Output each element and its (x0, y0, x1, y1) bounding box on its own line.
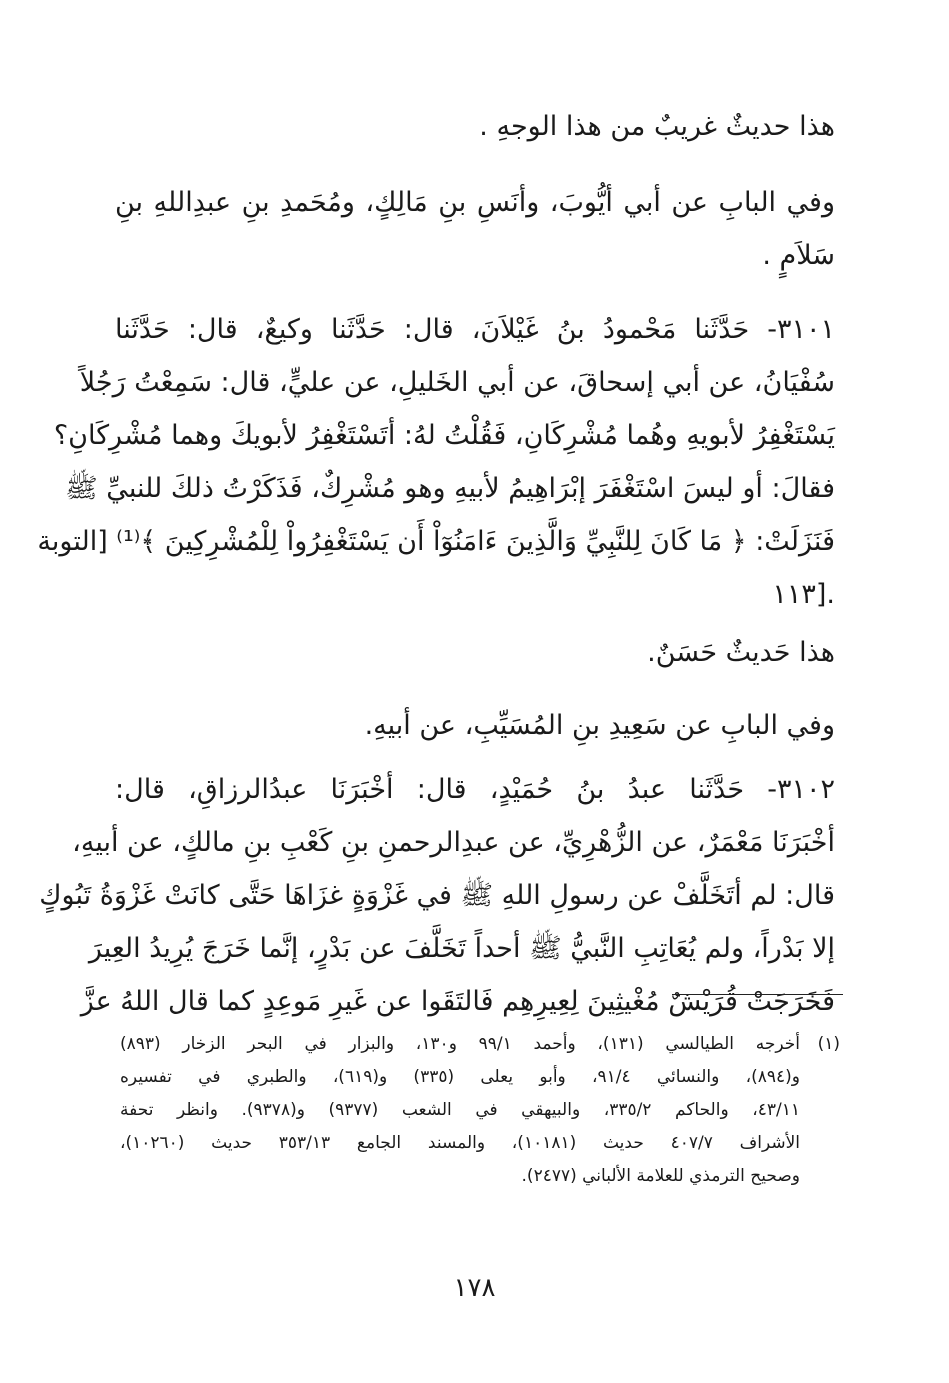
text-line: هذا حديثٌ غريبٌ من هذا الوجهِ . (479, 111, 835, 142)
footnote-line: أخرجه الطيالسي (١٣١)، وأحمد ٩٩/١ و١٣٠، والبزار في البحر الزخار (٨٩٣) (120, 1034, 800, 1054)
text-line: أخْبَرَنَا مَعْمَرٌ، عن الزُّهْرِيِّ، عن عبدِالرحمنِ بنِ كَعْبِ بنِ مالكٍ، عن أبيهِ، (72, 827, 835, 858)
footnote-divider (672, 994, 843, 995)
page-number: ١٧٨ (453, 1273, 496, 1303)
main-text (37, 100, 835, 1017)
footnote-line: ٤٣/١١، والحاكم ٣٣٥/٢، والبيهقي في الشعب (٩٣٧٧) و(٩٣٧٨). وانظر تحفة (120, 1100, 800, 1120)
text-line: وفي البابِ عن أبي أيُّوبَ، وأنَسِ بنِ مَالِكٍ، ومُحَمدِ بنِ عبدِاللهِ بنِ (115, 187, 835, 218)
text-line: إلا بَدْراً، ولم يُعَاتِبِ النَّبيُّ ﷺ أحداً تَخَلَّفَ عن بَدْرٍ، إنَّما خَرَجَ يُرِيدُ العِيرَ (88, 933, 835, 964)
paragraph-bab-1 (115, 176, 835, 282)
text-line: ٣١٠٢- حَدَّثَنا عبدُ بنُ حُمَيْدٍ، قال: أخْبَرَنَا عبدُالرزاقِ، قال: (115, 774, 835, 805)
text-line: سُفْيَانُ، عن أبي إسحاقَ، عن أبي الخَليلِ، عن عليٍّ، قال: سَمِعْتُ رَجُلاً (79, 367, 835, 398)
footnote-line: الأشراف ٤٠٧/٧ حديث (١٠١٨١)، والمسند الجامع ٣٥٣/١٣ حديث (١٠٢٦٠)، (120, 1133, 801, 1153)
hadith-3101 (37, 303, 835, 621)
text-line: فقالَ: أو ليسَ اسْتَغْفَرَ إبْرَاهِيمُ لأبيهِ وهو مُشْرِكٌ، فَذَكَرْتُ ذلكَ للنبيِّ ﷺ (65, 473, 835, 504)
text-line: .[١١٣ (772, 579, 835, 610)
quran-verse-line: فَنَزَلَتْ: ﴿ مَا كَانَ لِلنَّبِيِّ وَالَّذِينَ ءَامَنُوٓاْ أَن يَسْتَغْفِرُواْ لِلْمُشْرِكِينَ ﴾⁽¹⁾ [التوبة (37, 526, 835, 557)
text-line: هذا حَديثٌ حَسَنٌ. (647, 637, 835, 668)
footnote-body (120, 1028, 800, 1193)
paragraph-hasan (115, 626, 835, 679)
footnote (120, 1028, 840, 1193)
paragraph-gharib (115, 100, 835, 153)
hadith-3102 (39, 763, 835, 1028)
footnote-number: (١) (817, 1034, 840, 1054)
paragraph-bab-2 (115, 699, 835, 752)
footnote-line: وصحيح الترمذي للعلامة الألباني (٢٤٧٧). (521, 1166, 800, 1186)
text-line: سَلاَمٍ . (762, 240, 835, 271)
text-line: ٣١٠١- حَدَّثَنا مَحْمودُ بنُ غَيْلاَنَ، قال: حَدَّثَنا وكيعٌ، قال: حَدَّثَنا (115, 314, 835, 345)
footnote-line: و(٨٩٤)، والنسائي ٩١/٤، وأبو يعلى (٣٣٥) و(٦١٩)، والطبري في تفسيره (120, 1067, 800, 1087)
text-line: وفي البابِ عن سَعِيدِ بنِ المُسَيِّبِ، عن أبيهِ. (364, 710, 835, 741)
text-line: يَسْتَغْفِرُ لأبويهِ وهُما مُشْرِكَانِ، فَقُلْتُ لهُ: أتَسْتَغْفِرُ لأبويكَ وهما مُشْرِكَانِ؟ (53, 420, 835, 451)
text-line: قال: لم أتَخَلَّفْ عن رسولِ اللهِ ﷺ في غَزْوَةٍ غزَاهَا حَتَّى كانَتْ غَزْوَةُ تَبُوكٍ (39, 880, 835, 911)
text-line: فَخَرَجَتْ قُرَيْشٌ مُغْيثِينَ لِعِيرِهِم فَالتَقَوا عن غَيرِ مَوعِدٍ كما قال اللهُ عزَّ (80, 986, 835, 1017)
